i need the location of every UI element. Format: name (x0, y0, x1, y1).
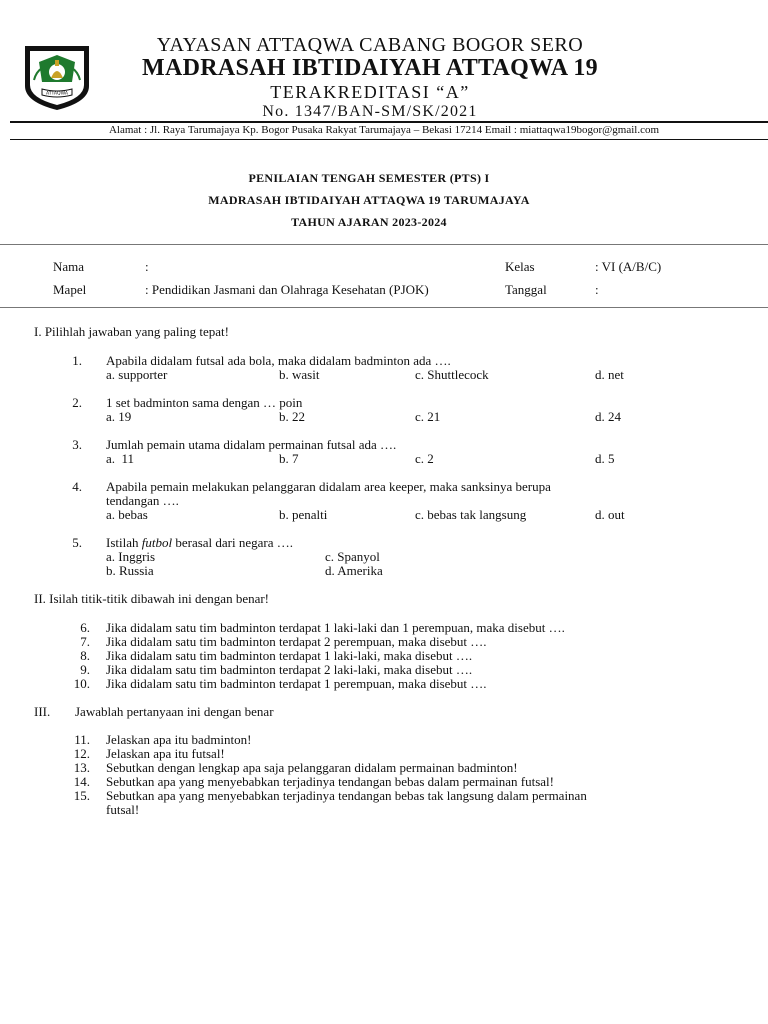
q4-number: 4. (72, 479, 82, 494)
q1-number: 1. (72, 353, 82, 368)
q6-number: 6. (80, 620, 90, 635)
q3-text: Jumlah pemain utama didalam permainan futsal ada …. (106, 437, 397, 452)
q4-option-a: a. bebas (106, 507, 148, 522)
foundation-name: YAYASAN ATTAQWA CABANG BOGOR SERO (156, 34, 584, 56)
q12-number: 12. (73, 746, 90, 761)
q1-option-a: a. supporter (106, 367, 168, 382)
q2-option-d: d. 24 (595, 409, 621, 424)
q3-option-c: c. 2 (415, 451, 434, 466)
q5-option-d: d. Amerika (325, 563, 383, 578)
q2-option-b: b. 22 (279, 409, 305, 424)
tanggal-label: Tanggal (505, 282, 547, 297)
q6-text: Jika didalam satu tim badminton terdapat 1 laki-laki dan 1 perempuan, maka disebut …. (106, 620, 565, 635)
q1-option-b: b. wasit (279, 367, 320, 382)
q5-text-italic: futbol (141, 535, 173, 550)
exam-title: PENILAIAN TENGAH SEMESTER (PTS) I (248, 171, 490, 185)
q4-text-line1: Apabila pemain melakukan pelanggaran didalam area keeper, maka sanksinya berupa (106, 479, 551, 494)
certificate-number: No. 1347/BAN-SM/SK/2021 (262, 103, 478, 120)
school-emblem-icon (22, 42, 92, 112)
section1-title: I. Pilihlah jawaban yang paling tepat! (34, 324, 229, 339)
nama-value: : (145, 259, 149, 274)
q5-text-pre: Istilah (106, 535, 142, 550)
header-rule-thin (10, 139, 768, 140)
q7-text: Jika didalam satu tim badminton terdapat 2 perempuan, maka disebut …. (106, 634, 487, 649)
q15-number: 15. (73, 788, 90, 803)
q10-number: 10. (73, 676, 90, 691)
q13-number: 13. (73, 760, 90, 775)
q11-number: 11. (74, 732, 90, 747)
q3-option-b: b. 7 (279, 451, 299, 466)
kelas-value: : VI (A/B/C) (595, 259, 662, 274)
tanggal-value: : (595, 282, 599, 297)
q7-number: 7. (80, 634, 90, 649)
kelas-label: Kelas (505, 259, 535, 274)
q1-text: Apabila didalam futsal ada bola, maka didalam badminton ada …. (106, 353, 451, 368)
q4-option-c: c. bebas tak langsung (415, 507, 527, 522)
section3-number: III. (34, 704, 51, 719)
q13-text: Sebutkan dengan lengkap apa saja pelanggaran didalam permainan badminton! (106, 760, 518, 775)
identity-top-divider (0, 244, 768, 245)
q3-number: 3. (72, 437, 82, 452)
q9-number: 9. (80, 662, 90, 677)
section3-title: Jawablah pertanyaan ini dengan benar (75, 704, 274, 719)
identity-bottom-divider (0, 307, 768, 308)
school-logo (22, 42, 92, 112)
mapel-value: : Pendidikan Jasmani dan Olahraga Kesehatan (PJOK) (145, 282, 429, 297)
q3-option-a: a. 11 (106, 451, 135, 466)
q2-number: 2. (72, 395, 82, 410)
q3-option-d: d. 5 (595, 451, 615, 466)
logo-ribbon-text: ATTAQWA (45, 91, 69, 97)
accreditation: TERAKREDITASI “A” (270, 82, 470, 102)
q5-text-post: berasal dari negara …. (172, 535, 294, 550)
q5-number: 5. (72, 535, 82, 550)
mapel-label: Mapel (53, 282, 87, 297)
nama-label: Nama (53, 259, 85, 274)
school-address: Alamat : Jl. Raya Tarumajaya Kp. Bogor Pusaka Rakyat Tarumajaya – Bekasi 17214 Email : miattaqwa19bogor@gmail.com (108, 124, 660, 136)
q5-option-a: a. Inggris (106, 549, 156, 564)
q15-text-cont: futsal! (106, 802, 140, 817)
q11-text: Jelaskan apa itu badminton! (106, 732, 252, 747)
q12-text: Jelaskan apa itu futsal! (106, 746, 225, 761)
q9-text: Jika didalam satu tim badminton terdapat 2 laki-laki, maka disebut …. (106, 662, 473, 677)
q10-text: Jika didalam satu tim badminton terdapat 1 perempuan, maka disebut …. (106, 676, 487, 691)
q15-text: Sebutkan apa yang menyebabkan terjadinya tendangan bebas tak langsung dalam permainan (106, 788, 587, 803)
q4-option-b: b. penalti (279, 507, 328, 522)
q14-number: 14. (73, 774, 90, 789)
q8-text: Jika didalam satu tim badminton terdapat 1 laki-laki, maka disebut …. (106, 648, 473, 663)
q8-number: 8. (80, 648, 90, 663)
q14-text: Sebutkan apa yang menyebabkan terjadinya tendangan bebas dalam permainan futsal! (106, 774, 554, 789)
q1-option-c: c. Shuttlecock (415, 367, 489, 382)
q5-option-c: c. Spanyol (325, 549, 380, 564)
school-name: MADRASAH IBTIDAIYAH ATTAQWA 19 (142, 55, 598, 81)
q2-option-a: a. 19 (106, 409, 132, 424)
q4-option-d: d. out (595, 507, 625, 522)
q2-option-c: c. 21 (415, 409, 441, 424)
q4-text-line2: tendangan …. (106, 493, 179, 508)
q5-option-b: b. Russia (106, 563, 154, 578)
header-rule-thick (10, 121, 768, 123)
q2-text: 1 set badminton sama dengan … poin (106, 395, 303, 410)
exam-school: MADRASAH IBTIDAIYAH ATTAQWA 19 TARUMAJAYA (208, 193, 530, 207)
section2-title: II. Isilah titik-titik dibawah ini dengan benar! (34, 591, 270, 606)
q1-option-d: d. net (595, 367, 624, 382)
exam-year: TAHUN AJARAN 2023-2024 (291, 215, 447, 229)
